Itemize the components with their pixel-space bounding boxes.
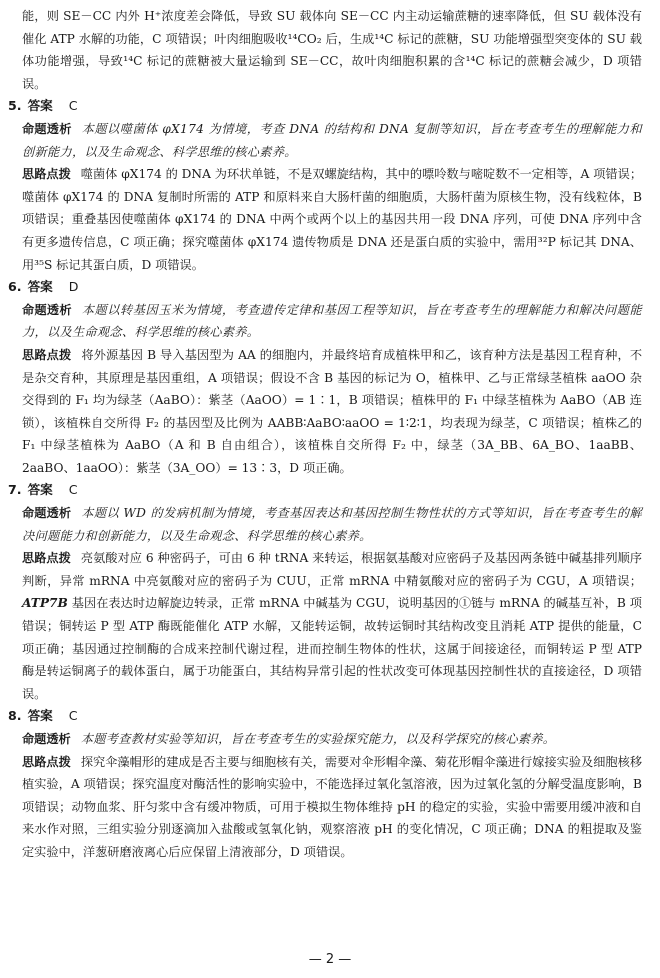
answer-line [8, 479, 642, 502]
answer-label: 答案 [27, 279, 53, 295]
analysis-label: 命题透析 [22, 302, 72, 317]
question-number: 7. [8, 482, 22, 498]
question-number: 6. [8, 279, 22, 295]
analysis-section [22, 728, 642, 751]
analysis-text: 本题以转基因玉米为情境，考查遗传定律和基因工程等知识，旨在考查考生的理解能力和解决问题能力，以及生命观念、科学思维的核心素养。 [22, 302, 643, 340]
answer-label: 答案 [27, 98, 53, 114]
analysis-label: 命题透析 [22, 506, 72, 521]
answer-label: 答案 [27, 708, 53, 724]
hint-section [22, 344, 642, 480]
hint-section [22, 163, 642, 276]
answer-line [8, 276, 642, 299]
answer-line [8, 705, 642, 728]
analysis-section [22, 299, 642, 344]
hint-text: 将外源基因 B 导入基因型为 AA 的细胞内，并最终培育成植株甲和乙，该育种方法是基因工程育种，不是杂交育种，其原理是基因重组，A 项错误；假设不含 B 基因的标记为 O，植株甲、乙与正常绿茎植株 aaOO 杂交得到的 F₁ 均为绿茎（AaBO）：紫茎（AaOO）= 1∶1，B 项错误；植株甲的 F₁ 中绿茎植株为 AaBO（AB 连锁），该植株自交所得 F₂ 的基因型及比例为 AABB∶AaBO∶aaOO = 1∶2∶1，均表现为绿茎，C 项错误；植株乙的 F₁ 中绿茎植株为 AaBO（A 和 B 自由组合），该植株自交所得 F₂ 中，绿茎（3A_BB、6A_BO、1aaBB、2aaBO、1aaOO）：紫茎（3A_OO）= 13∶3，D 项正确。 [22, 347, 643, 475]
analysis-text: 本题以 WD 的发病机制为情境，考查基因表达和基因控制生物性状的方式等知识，旨在考查考生的解决问题能力和创新能力，以及生命观念、科学思维的核心素养。 [22, 506, 643, 543]
answer-line [8, 95, 642, 118]
question-7 [8, 479, 643, 705]
hint-label: 思路点拨 [22, 167, 71, 182]
analysis-section [22, 118, 642, 163]
hint-section [22, 547, 642, 705]
hint-text-part-1: 亮氨酸对应 6 种密码子，可由 6 种 tRNA 来转运，根据氨基酸对应密码子及基因两条链中碱基排列顺序判断，异常 mRNA 中亮氨酸对应的密码子为 CUU，正常 mRNA 中精氨酸对应的密码子为 CGU，A 项错误； [22, 551, 643, 588]
hint-label: 思路点拨 [22, 551, 71, 566]
hint-text-part-2: 基因在表达时边解旋边转录，正常 mRNA 中碱基为 CGU，说明基因的①链与 mRNA 的碱基互补，B 项错误；铜转运 P 型 ATP 酶既能催化 ATP 水解，又能转运铜，故转运铜时其结构改变且消耗 ATP 提供的能量，C 项正确；基因通过控制酶的合成来控制代谢过程，进而控制生物体的性状，这属于间接途径，而铜转运 P 型 ATP 酶是转运铜离子的载体蛋白，属于功能蛋白，其结构异常引起的性状改变可体现基因控制性状的直接途径，D 项错误。 [22, 596, 642, 701]
answer-label: 答案 [27, 482, 53, 498]
analysis-text: 本题考查教材实验等知识，旨在考查考生的实验探究能力，以及科学探究的核心素养。 [80, 732, 556, 746]
hint-section [22, 751, 642, 864]
question-6 [8, 276, 643, 479]
hint-text: 探究伞藻帽形的建成是否主要与细胞核有关，需要对伞形帽伞藻、菊花形帽伞藻进行嫁接实验及细胞核移植实验，A 项错误；探究温度对酶活性的影响实验中，不能选择过氧化氢溶液，因为过氧化氢的分解受温度影响，B 项错误；动物血浆、肝匀浆中含有缓冲物质，可用于模拟生物体维持 pH 的稳定的实验，实验中需要用缓冲液和自来水作对照，三组实验分别逐滴加入盐酸或氢氧化钠，观察溶液 pH 的变化情况，C 项正确；DNA 的粗提取及鉴定实验中，洋葱研磨液离心后应保留上清液部分，D 项错误。 [22, 754, 643, 859]
analysis-text: 本题以噬菌体 φX174 为情境，考查 DNA 的结构和 DNA 复制等知识，旨在考查考生的理解能力和创新能力，以及生命观念、科学思维的核心素养。 [22, 121, 642, 159]
question-5 [8, 95, 643, 276]
answer-value: C [68, 482, 78, 498]
hint-label: 思路点拨 [22, 347, 72, 362]
analysis-section [22, 502, 642, 547]
answer-value: D [68, 279, 79, 295]
question-number: 5. [8, 98, 22, 114]
hint-text: 噬菌体 φX174 的 DNA 为环状单链，不是双螺旋结构，其中的嘌呤数与嘧啶数不一定相等，A 项错误；噬菌体 φX174 的 DNA 复制时所需的 ATP 和原料来自大肠杆菌的细胞质，大肠杆菌为原核生物，没有线粒体，B 项错误；重叠基因使噬菌体 φX174 的 DNA 中两个或两个以上的基因共用一段 DNA 序列，可使 DNA 序列中含有更多遗传信息，C 项正确；探究噬菌体 φX174 遗传物质是 DNA 还是蛋白质的实验中，需用³²P 标记其 DNA、用³⁵S 标记其蛋白质，D 项错误。 [22, 167, 643, 272]
gene-name: ATP7B [22, 596, 68, 611]
question-8 [8, 705, 643, 863]
answer-value: C [68, 98, 78, 114]
question-number: 8. [8, 708, 22, 724]
analysis-label: 命题透析 [22, 732, 71, 746]
hint-label: 思路点拨 [22, 754, 71, 769]
page-number: — 2 — [308, 952, 352, 967]
analysis-label: 命题透析 [22, 121, 72, 136]
intro-paragraph: 能，则 SE－CC 内外 H⁺浓度差会降低，导致 SU 载体向 SE－CC 内主动运输蔗糖的速率降低，但 SU 载体没有催化 ATP 水解的功能，C 项错误；叶肉细胞吸收¹⁴CO₂ 后，生成¹⁴C 标记的蔗糖，SU 功能增强型突变体的 SU 载体功能增强，导致¹⁴C 标记的蔗糖被大量运输到 SE－CC，故叶肉细胞积累的含¹⁴C 标记的蔗糖会减少，D 项错误。 [22, 9, 642, 91]
answer-value: C [68, 708, 78, 724]
